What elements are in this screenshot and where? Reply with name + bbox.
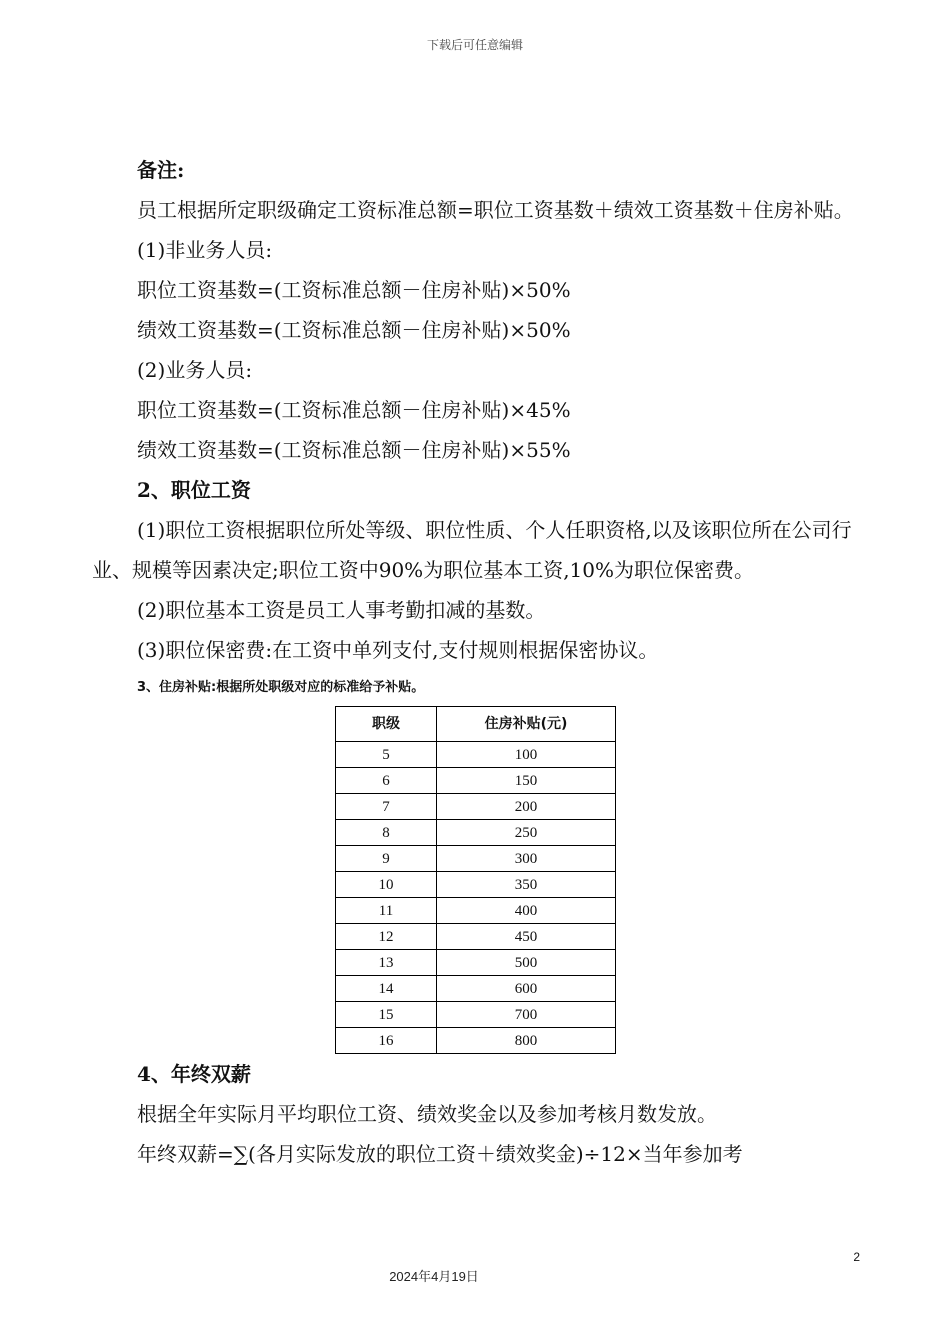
table-row — [336, 1002, 616, 1028]
non-sales-position-formula: 职位工资基数=(工资标准总额－住房补贴)×50% — [137, 278, 571, 302]
table-row — [336, 976, 616, 1002]
grade-cell: 8 — [336, 820, 437, 846]
allowance-cell: 150 — [437, 768, 616, 794]
table-header-row — [336, 707, 616, 742]
table-row — [336, 846, 616, 872]
grade-cell: 9 — [336, 846, 437, 872]
allowance-cell: 250 — [437, 820, 616, 846]
allowance-cell: 600 — [437, 976, 616, 1002]
table-row — [336, 872, 616, 898]
grade-cell: 10 — [336, 872, 437, 898]
table-row — [336, 1028, 616, 1054]
grade-cell: 6 — [336, 768, 437, 794]
grade-cell: 7 — [336, 794, 437, 820]
grade-cell: 13 — [336, 950, 437, 976]
allowance-cell: 450 — [437, 924, 616, 950]
non-sales-title: (1)非业务人员: — [137, 238, 273, 262]
sales-performance-formula: 绩效工资基数=(工资标准总额－住房补贴)×55% — [137, 438, 571, 462]
grade-cell: 16 — [336, 1028, 437, 1054]
allowance-cell: 400 — [437, 898, 616, 924]
section2-paragraph-3: (3)职位保密费:在工资中单列支付,支付规则根据保密协议。 — [137, 638, 659, 662]
allowance-cell: 700 — [437, 1002, 616, 1028]
section4-paragraph-2: 年终双薪=∑(各月实际发放的职位工资＋绩效奖金)÷12×当年参加考 — [137, 1142, 743, 1166]
table-row — [336, 898, 616, 924]
allowance-cell: 500 — [437, 950, 616, 976]
section3-title: 3、住房补贴:根据所处职级对应的标准给予补贴。 — [137, 680, 425, 695]
housing-allowance-table — [335, 706, 616, 1054]
table-row — [336, 742, 616, 768]
grade-cell: 5 — [336, 742, 437, 768]
allowance-cell: 200 — [437, 794, 616, 820]
section2-paragraph-2: (2)职位基本工资是员工人事考勤扣减的基数。 — [137, 598, 546, 622]
table-header-cell: 职级 — [336, 707, 437, 742]
table-row — [336, 950, 616, 976]
section4-paragraph-1: 根据全年实际月平均职位工资、绩效奖金以及参加考核月数发放。 — [137, 1102, 717, 1126]
allowance-cell: 800 — [437, 1028, 616, 1054]
document-body — [92, 150, 862, 1174]
page-footer-date: 2024年4月19日 — [389, 1269, 479, 1284]
section2-title: 2、职位工资 — [137, 478, 251, 502]
table-row — [336, 794, 616, 820]
sales-title: (2)业务人员: — [137, 358, 253, 382]
allowance-cell: 300 — [437, 846, 616, 872]
remark-intro: 员工根据所定职级确定工资标准总额=职位工资基数＋绩效工资基数＋住房补贴。 — [137, 198, 854, 222]
table-row — [336, 768, 616, 794]
grade-cell: 11 — [336, 898, 437, 924]
table-header-cell: 住房补贴(元) — [437, 707, 616, 742]
table-row — [336, 820, 616, 846]
page-number: 2 — [853, 1250, 860, 1264]
section4-title: 4、年终双薪 — [137, 1062, 251, 1086]
table-row — [336, 924, 616, 950]
grade-cell: 14 — [336, 976, 437, 1002]
grade-cell: 15 — [336, 1002, 437, 1028]
allowance-cell: 350 — [437, 872, 616, 898]
allowance-cell: 100 — [437, 742, 616, 768]
section2-paragraph-1: (1)职位工资根据职位所处等级、职位性质、个人任职资格,以及该职位所在公司行业、规模等因素决定;职位工资中90%为职位基本工资,10%为职位保密费。 — [92, 518, 852, 582]
grade-cell: 12 — [336, 924, 437, 950]
remark-title: 备注: — [137, 158, 185, 182]
non-sales-performance-formula: 绩效工资基数=(工资标准总额－住房补贴)×50% — [137, 318, 571, 342]
page-header: 下载后可任意编辑 — [426, 38, 523, 52]
sales-position-formula: 职位工资基数=(工资标准总额－住房补贴)×45% — [137, 398, 571, 422]
